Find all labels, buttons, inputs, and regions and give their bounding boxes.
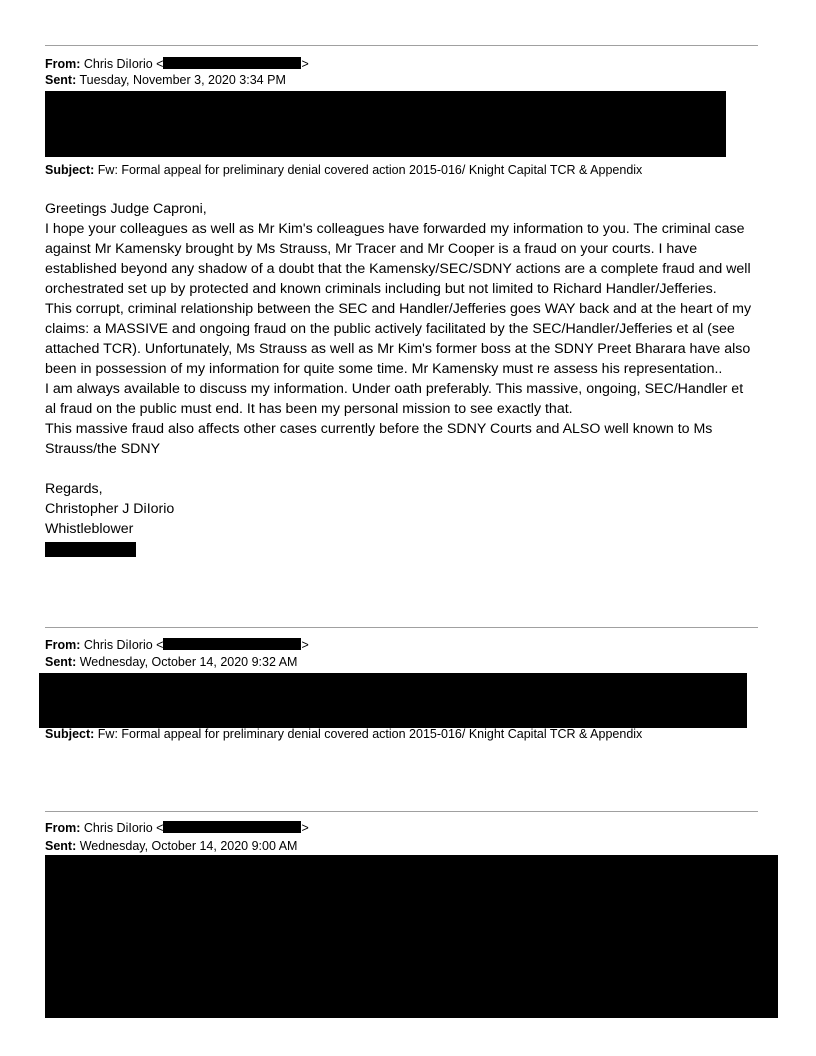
redacted-email-address [163, 821, 301, 833]
sent-label: Sent: [45, 73, 77, 87]
separator-rule [45, 45, 758, 46]
redacted-content-block [45, 855, 778, 1018]
sent-label: Sent: [45, 839, 77, 853]
address-close: > [301, 821, 309, 835]
separator-rule [45, 811, 758, 812]
redacted-email-address [163, 638, 301, 650]
sent-date: Wednesday, October 14, 2020 9:32 AM [79, 655, 298, 669]
subject-label: Subject: [45, 163, 95, 177]
address-close: > [301, 57, 309, 71]
subject-text: Fw: Formal appeal for preliminary denial covered action 2015-016/ Knight Capital TCR & Appendix [97, 727, 643, 741]
closing: Regards, [45, 481, 103, 497]
from-label: From: [45, 638, 81, 652]
separator-rule [45, 627, 758, 628]
from-line [45, 820, 309, 837]
from-label: From: [45, 57, 81, 71]
sender-name: Chris DiIorio [83, 638, 153, 652]
redacted-email-address [163, 57, 301, 69]
subject-line [45, 726, 642, 743]
message-body [45, 199, 775, 459]
signature-name: Christopher J DiIorio [45, 501, 175, 517]
greeting: Greetings Judge Caproni, [45, 201, 207, 217]
redacted-recipients-block [39, 673, 747, 728]
address-open: < [156, 638, 164, 652]
redacted-recipients-block [45, 91, 726, 157]
body-line: al fraud on the public must end. It has been my personal mission to see exactly that. [45, 401, 573, 417]
sent-date: Wednesday, October 14, 2020 9:00 AM [79, 839, 298, 853]
sender-name: Chris DiIorio [83, 57, 153, 71]
sent-line [45, 72, 286, 89]
body-line: This corrupt, criminal relationship between the SEC and Handler/Jefferies goes WAY back and at the heart of my [45, 301, 752, 317]
subject-text: Fw: Formal appeal for preliminary denial covered action 2015-016/ Knight Capital TCR & Appendix [97, 163, 643, 177]
address-close: > [301, 638, 309, 652]
address-open: < [156, 57, 164, 71]
redacted-signature-contact [45, 542, 136, 557]
body-line: This massive fraud also affects other cases currently before the SDNY Courts and ALSO well known to Ms [45, 421, 713, 437]
body-line: claims: a MASSIVE and ongoing fraud on the public actively facilitated by the SEC/Handler/Jefferies et al (see [45, 321, 735, 337]
body-line: attached TCR). Unfortunately, Ms Strauss as well as Mr Kim's former boss at the SDNY Preet Bharara have also [45, 341, 751, 357]
subject-label: Subject: [45, 727, 95, 741]
sent-label: Sent: [45, 655, 77, 669]
subject-line [45, 162, 642, 179]
from-label: From: [45, 821, 81, 835]
signature-title: Whistleblower [45, 521, 134, 537]
body-line: against Mr Kamensky brought by Ms Strauss, Mr Tracer and Mr Cooper is a fraud on your courts. I have [45, 241, 698, 257]
body-line: been in possession of my information for quite some time. Mr Kamensky must re assess his representation.. [45, 361, 723, 377]
sent-line [45, 654, 297, 671]
sent-line [45, 838, 297, 855]
body-line: I am always available to discuss my information. Under oath preferably. This massive, ongoing, SEC/Handler et [45, 381, 744, 397]
sent-date: Tuesday, November 3, 2020 3:34 PM [79, 73, 286, 87]
body-line: Strauss/the SDNY [45, 441, 161, 457]
signature-block [45, 479, 775, 539]
address-open: < [156, 821, 164, 835]
sender-name: Chris DiIorio [83, 821, 153, 835]
from-line [45, 637, 309, 654]
body-line: orchestrated set up by protected and known criminals including but not limited to Richard Handler/Jefferies. [45, 281, 717, 297]
body-line: I hope your colleagues as well as Mr Kim's colleagues have forwarded my information to you. The criminal case [45, 221, 745, 237]
body-line: established beyond any shadow of a doubt that the Kamensky/SEC/SDNY actions are a complete fraud and well [45, 261, 751, 277]
from-line [45, 56, 309, 73]
